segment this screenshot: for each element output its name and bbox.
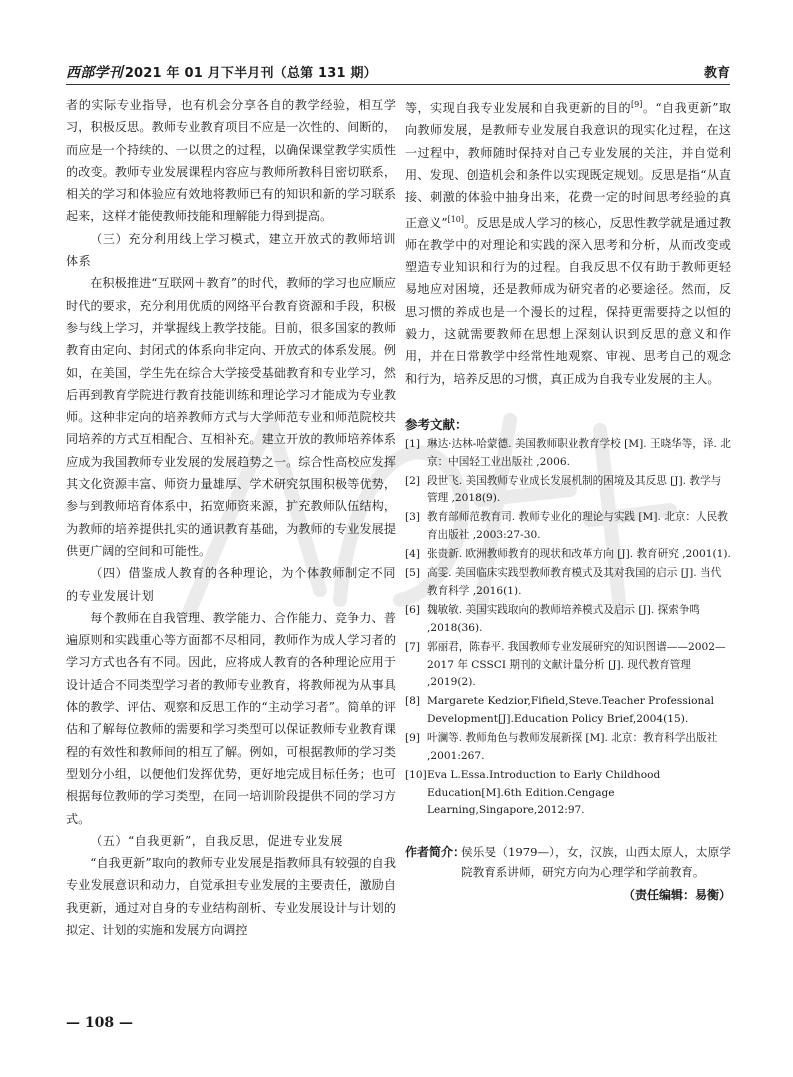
reference-text: 琳达·达林-哈蒙德. 美国教师职业教育学校 [M]. 王晓华等，译. 北京：中国轻工业出版社 ,2006. bbox=[427, 437, 731, 468]
paragraph bbox=[405, 94, 731, 390]
reference-text: 教育部师范教育司. 教师专业化的理论与实践 [M]. 北京：人民教育出版社 ,2003:27-30. bbox=[427, 511, 728, 542]
paragraph: 每个教师在自我管理、教学能力、合作能力、竞争力、普遍原则和实践重心等方面都不尽相同，教师作为成人学习者的学习方式也各有不同。因此，应将成人教育的各种理论应用于设计适合不同类型学习者的教师专业教育，将教师视为从事具体的教学、评估、观察和反思工作的“主动学习者”。简单的评估和了解每位教师的需要和学习类型可以保证教师专业教育课程的有效性和教师间的相互了解。例如，可根据教师的学习类型划分小组，以便他们发挥优势，更好地完成目标任务；也可根据每位教师的学习类型，在同一培训阶段提供不同的学习方式。 bbox=[66, 610, 396, 826]
reference-item bbox=[405, 436, 731, 471]
section-heading: （五）“自我更新”，自我反思，促进专业发展 bbox=[90, 833, 343, 848]
reference-number: [7] bbox=[405, 641, 421, 654]
reference-item bbox=[405, 546, 731, 564]
section-heading: （四）借鉴成人教育的各种理论，为个体教师制定不同的专业发展计划 bbox=[66, 566, 396, 603]
editor-credit: （责任编辑：易衡） bbox=[622, 887, 731, 902]
author-bio bbox=[405, 842, 731, 882]
section-heading: （三）充分利用线上学习模式，建立开放式的教师培训体系 bbox=[66, 231, 396, 269]
reference-text: 叶澜等. 教师角色与教师发展新探 [M]. 北京：教育科学出版社 ,2001:267. bbox=[427, 732, 718, 762]
reference-number: [3] bbox=[405, 511, 421, 524]
text-run: 。“自我更新”取向教师发展，是教师专业发展自我意识的现实化过程，在这一过程中，教师随时保持对自己专业发展的关注，并自觉利用、发现、创造机会和条件以实现既定规划。反思是指“从直接、刺激的体验中抽身出来，花费一定的时间思考经验的真正意义” bbox=[405, 101, 731, 230]
section-label: 教育 bbox=[703, 66, 730, 81]
reference-number: [4] bbox=[405, 548, 421, 561]
reference-item bbox=[405, 565, 731, 600]
right-column bbox=[405, 94, 731, 906]
reference-text: Margarete Kedzior,Fifield,Steve.Teacher Professional Development[J].Education Policy Brief,2004(15). bbox=[427, 695, 715, 725]
paragraph: 者的实际专业指导，也有机会分享各自的教学经验，相互学习，积极反思。教师专业教育项目不应是一次性的、间断的，而应是一个持续的、一以贯之的过程，以确保课堂教学实质性的改变。教师专业发展课程内容应与教师所教科目密切联系，相关的学习和体验应有效地将教师已有的知识和新的学习联系起来，这样才能使教师技能和理解能力得到提高。 bbox=[66, 98, 396, 224]
references-list bbox=[405, 436, 731, 820]
author-label: 作者简介： bbox=[405, 844, 466, 859]
reference-text: 高雯. 美国临床实践型教师教育模式及其对我国的启示 [J]. 当代教育科学 ,2016(1). bbox=[427, 567, 722, 598]
reference-number: [2] bbox=[405, 474, 421, 487]
citation-ref: [9] bbox=[631, 100, 643, 109]
author-text: 侯乐旻（1979—），女，汉族，山西太原人，太原学院教育系讲师，研究方向为心理学和学前教育。 bbox=[461, 844, 731, 879]
reference-text: 张贵新. 欧洲教师教育的现状和改革方向 [J]. 教育研究 ,2001(1). bbox=[427, 548, 731, 561]
text-run: 等，实现自我专业发展和自我更新的目的 bbox=[405, 101, 632, 116]
page-header bbox=[66, 58, 730, 85]
reference-text: 郭丽君，陈春平. 我国教师专业发展研究的知识图谱——2002—2017 年 CSSCI 期刊的文献计量分析 [J]. 现代教育管理 ,2019(2). bbox=[427, 641, 726, 689]
reference-text: Eva L.Essa.Introduction to Early Childhood Education[M].6th Edition.Cengage Learning,Singapore,2012:97. bbox=[427, 768, 661, 817]
reference-item bbox=[405, 473, 731, 508]
reference-item bbox=[405, 509, 731, 544]
reference-number: [5] bbox=[405, 567, 421, 580]
reference-text: 段世飞. 美国教师专业成长发展机制的困境及其反思 [J]. 教学与管理 ,2018(9). bbox=[427, 474, 722, 505]
reference-number: [6] bbox=[405, 604, 421, 617]
reference-number: [9] bbox=[405, 732, 421, 745]
text-run: 。反思是成人学习的核心，反思性教学就是通过教师在教学中的对理论和实践的深入思考和分析，从而改变或塑造专业知识和行为的过程。自我反思不仅有助于教师更轻易地应对困境，还是教师成为研究者的必要途径。然而，反思习惯的养成也是一个漫长的过程，保持更需要持之以恒的毅力，这就需要教师在思想上深刻认识到反思的意义和作用，并在日常教学中经常性地观察、审视、思考自己的观念和行为，培养反思的习惯，真正成为自我专业发展的主人。 bbox=[405, 215, 731, 386]
page-number: — 108 — bbox=[66, 1015, 133, 1031]
reference-text: 魏敏敏. 美国实践取向的教师培养模式及启示 [J]. 探索争鸣 ,2018(36). bbox=[427, 604, 701, 634]
reference-item bbox=[405, 639, 731, 692]
reference-item bbox=[405, 730, 731, 765]
reference-number: [8] bbox=[405, 695, 421, 708]
left-column bbox=[66, 94, 396, 941]
issue-info: 2021 年 01 月下半月刊（总第 131 期） bbox=[124, 66, 377, 81]
reference-number: [1] bbox=[405, 437, 421, 450]
reference-item bbox=[405, 693, 731, 728]
reference-item bbox=[405, 767, 731, 820]
journal-title bbox=[66, 62, 377, 82]
paragraph: “自我更新”取向的教师专业发展是指教师具有较强的自我专业发展意识和动力，自觉承担专业发展的主要责任，激励自我更新，通过对自身的专业结构剖析、专业发展设计与计划的拟定、计划的实施和发展方向调控 bbox=[66, 856, 396, 937]
references-title: 参考文献： bbox=[405, 416, 468, 432]
reference-item bbox=[405, 602, 731, 637]
reference-number: [10] bbox=[405, 768, 427, 781]
paragraph: 在积极推进“互联网＋教育”的时代，教师的学习也应顺应时代的要求，充分利用优质的网络平台教育资源和手段，积极参与线上学习，并掌握线上教学技能。目前，很多国家的教师教育由定向、封闭式的体系向非定向、开放式的体系发展。例如，在美国，学生先在综合大学接受基础教育和专业学习，然后再到教育学院进行教育技能训练和理论学习才能成为专业教师。这种非定向的培养教师方式与大学师范专业和师范院校共同培养的方式互相配合、互相补充。建立开放的教师培养体系应成为我国教师专业发展的发展趋势之一。综合性高校应发挥其文化资源丰富、师资力量雄厚、学术研究氛围积极等优势，参与到教师培育体系中，拓宽师资来源，扩充教师队伍结构，为教师的培养提供扎实的通识教育基础，为教师的专业发展提供更广阔的空间和可能性。 bbox=[66, 276, 396, 558]
journal-logo: 西部学刊 bbox=[66, 65, 123, 81]
citation-ref: [10] bbox=[447, 214, 465, 224]
